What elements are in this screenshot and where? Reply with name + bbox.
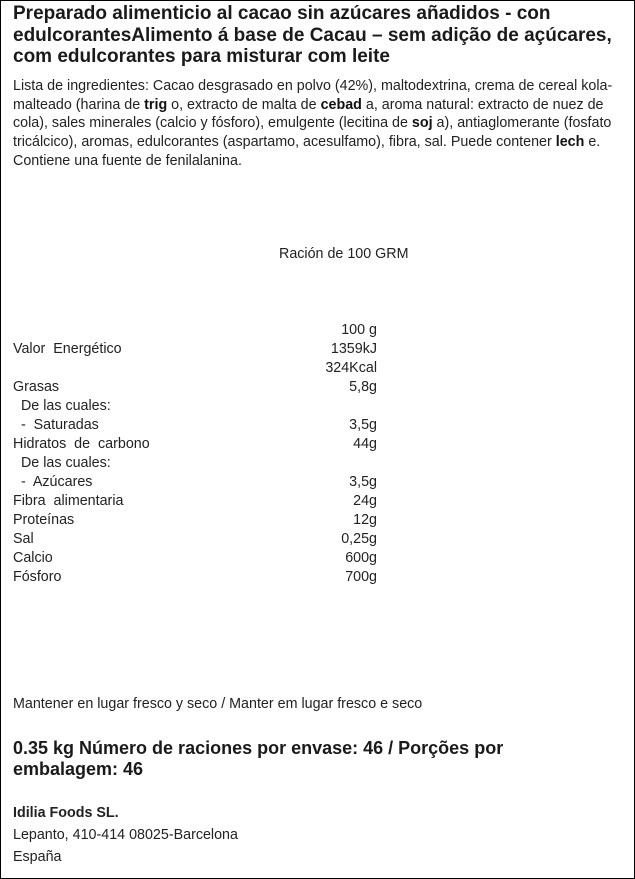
- nutrition-value: 24g: [353, 493, 377, 509]
- ingredients-text: e. Contiene una fuente de fenilalanina.: [13, 134, 601, 169]
- nutrition-label: - Saturadas: [13, 417, 99, 433]
- portions-info: 0.35 kg Número de raciones por envase: 46 / Porções por embalagem: 46: [13, 738, 504, 779]
- nutrition-label: De las cuales:: [13, 455, 111, 471]
- serving-size: Ración de 100 GRM: [279, 246, 409, 262]
- ingredients-text: a, aroma natural: extracto de nuez de cola), sales minerales (calcio y fósforo), emulgente (lecitina de: [13, 96, 604, 132]
- product-title: Preparado alimenticio al cacao sin azúcares añadidos - con edulcorantesAlimento á base de Cacau – sem adição de açúcares, com edulcorantes para misturar com leite: [13, 3, 612, 67]
- company-name: Idilia Foods SL.: [13, 805, 119, 821]
- nutrition-header-value: 100 g: [341, 322, 377, 338]
- nutrition-label: Hidratos de carbono: [13, 436, 150, 452]
- storage-instructions: Mantener en lugar fresco y seco / Manter em lugar fresco e seco: [13, 696, 423, 712]
- nutrition-label: - Azúcares: [13, 474, 93, 490]
- nutrition-label: Proteínas: [13, 512, 75, 528]
- energy-label: Valor Energético: [13, 341, 122, 357]
- allergen-soy: soj: [411, 115, 433, 132]
- ingredients-text: a), antiaglomerante (fosfato tricálcico), aromas, edulcorantes (aspartamo, acesulfamo), fibra, sal. Puede contener: [13, 115, 612, 151]
- nutrition-value: 3,5g: [349, 474, 377, 490]
- nutrition-label: Grasas: [13, 379, 60, 395]
- nutrition-label: Fibra alimentaria: [13, 493, 124, 509]
- nutrition-value: 12g: [353, 512, 377, 528]
- nutrition-label: De las cuales:: [13, 398, 111, 414]
- nutrition-value: 3,5g: [349, 417, 377, 433]
- nutrition-value: 0,25g: [341, 531, 377, 547]
- allergen-wheat: trig: [144, 96, 168, 113]
- nutrition-value: 700g: [345, 569, 377, 585]
- nutrition-value: 5,8g: [349, 379, 377, 395]
- nutrition-value: 600g: [345, 550, 377, 566]
- nutrition-label: Fósforo: [13, 569, 62, 585]
- ingredients-text: Lista de ingredientes: Cacao desgrasado en polvo (42%), maltodextrina, crema de cereal kola-malteado (harina de: [13, 78, 613, 113]
- ingredients-text: o, extracto de malta de: [167, 96, 321, 113]
- allergen-barley: cebad: [320, 96, 362, 113]
- company-country: España: [13, 849, 62, 865]
- energy-kcal: 324Kcal: [325, 360, 377, 376]
- ingredients-list: [13, 77, 628, 171]
- nutrition-value: 44g: [353, 436, 377, 452]
- nutrition-label: Calcio: [13, 550, 53, 566]
- nutrition-label: Sal: [13, 531, 34, 547]
- company-address: Lepanto, 410-414 08025-Barcelona: [13, 827, 238, 843]
- energy-kj: 1359kJ: [330, 341, 377, 357]
- allergen-milk: lech: [555, 134, 585, 151]
